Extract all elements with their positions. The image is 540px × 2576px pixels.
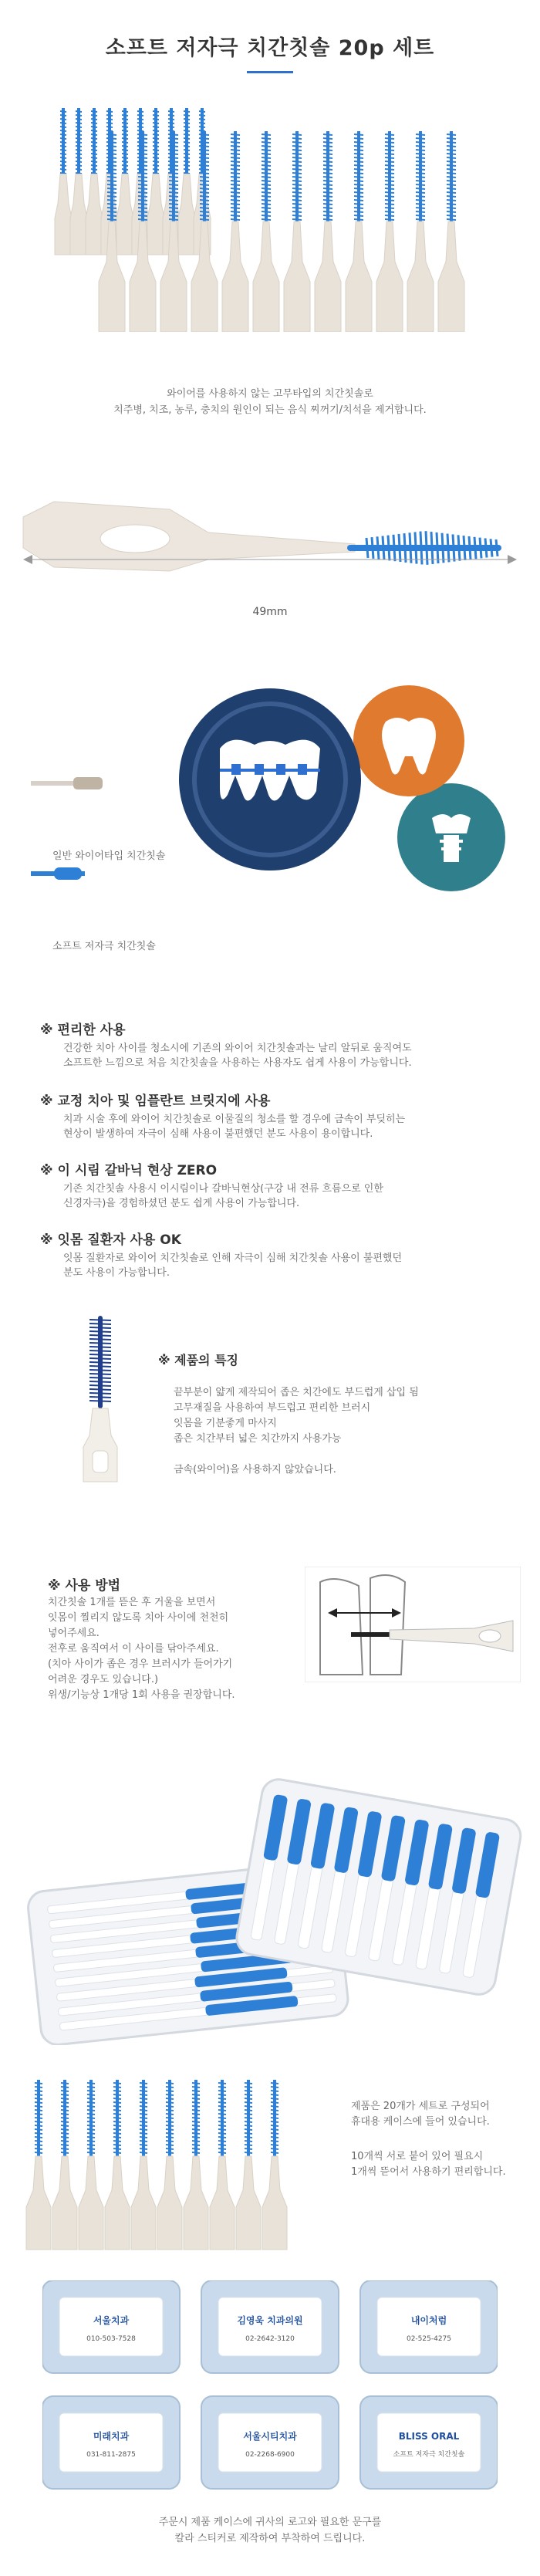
feature-1	[40, 1019, 518, 1070]
intro-description	[46, 386, 494, 418]
usage-steps	[48, 1595, 302, 1703]
wire-brush-icon	[31, 777, 103, 789]
logo-sticker	[377, 2413, 481, 2472]
reference-mark-icon: ※	[40, 1094, 53, 1109]
logo-sticker	[59, 2413, 163, 2472]
storage-cases-image	[15, 1767, 525, 2045]
logo-case	[42, 2396, 180, 2489]
package-note-1: 제품은 20개가 세트로 구성되어 휴대용 케이스에 들어 있습니다.	[351, 2101, 490, 2128]
usage-line: 치간칫솔 1개를 뜯은 후 거울을 보면서	[48, 1597, 216, 1608]
usage-heading: ※ 사용 방법	[48, 1578, 121, 1594]
usage-line: 잇몸이 찔리지 않도록 치아 사이에 천천히	[48, 1612, 229, 1624]
logo-case	[201, 2396, 339, 2489]
feature-3-text-2: 신경자극)을 경험하셨던 분도 쉽게 사용이 가능합니다.	[63, 1198, 300, 1209]
logo-name: 미래치과	[93, 2431, 130, 2442]
brush	[315, 131, 341, 332]
feature-2-heading: 교정 치아 및 임플란트 브릿지에 사용	[57, 1094, 271, 1109]
logo-sticker	[218, 2413, 322, 2472]
feature-4-text-1: 잇몸 질환자로 와이어 치간칫솔로 인해 자극이 심해 치간칫솔 사용이 불편했던	[63, 1253, 403, 1264]
closing-line-1: 주문시 제품 케이스에 귀사의 로고와 필요한 문구를	[158, 2517, 382, 2528]
feature-2	[40, 1090, 518, 1141]
logo-sub: 02-2642-3120	[245, 2335, 295, 2343]
hero-brush-set-image	[54, 100, 486, 332]
closing-description	[46, 2514, 494, 2547]
reference-mark-icon: ※	[40, 1163, 53, 1178]
comparison-graphic	[23, 679, 525, 957]
brush	[262, 2080, 287, 2250]
usage-line: 위생/기능상 1개당 1회 사용을 권장합니다.	[48, 1689, 235, 1701]
soft-brush-icon	[31, 867, 85, 880]
characteristics-heading: ※ 제품의 특징	[158, 1353, 238, 1367]
logo-sub: 02-2268-6900	[245, 2451, 295, 2459]
brush-stem	[347, 545, 501, 551]
usage-line: 어려운 경우도 있습니다.)	[48, 1674, 159, 1685]
logo-sub: 02-525-4275	[406, 2335, 452, 2343]
logo-sticker	[377, 2297, 481, 2356]
feature-3-heading: 이 시림 갈바닉 현상 ZERO	[57, 1163, 218, 1178]
reference-mark-icon: ※	[158, 1353, 175, 1367]
feature-3-text-1: 기존 치간칫솔 사용시 이시림이나 갈바닉현상(구강 내 전류 흐름으로 인한	[63, 1183, 383, 1195]
brush	[105, 2080, 130, 2250]
brush	[178, 108, 195, 255]
single-brush-image	[15, 478, 525, 594]
brush-strip-image	[23, 2076, 301, 2253]
logo-name: 서울치과	[93, 2315, 130, 2326]
logo-case	[201, 2280, 339, 2373]
brush	[55, 108, 72, 255]
logo-sub: 031-811-2875	[86, 2451, 136, 2459]
soft-brush-label: 소프트 저자극 치간칫솔	[52, 941, 156, 952]
feature-3	[40, 1159, 518, 1211]
feature-2-text-1: 치과 시술 후에 와이어 치간칫솔로 이물질의 청소를 할 경우에 금속이 부딪히는	[63, 1114, 406, 1125]
brush	[26, 2080, 51, 2250]
metal-free-note: 금속(와이어)을 사용하지 않았습니다.	[174, 1464, 336, 1476]
feature-2-text-2: 현상이 발생하여 자극이 심해 사용이 불편했던 분도 사용이 용이합니다.	[63, 1128, 373, 1140]
brush	[222, 131, 248, 332]
title-underline	[247, 71, 293, 73]
characteristics-list	[174, 1385, 513, 1447]
characteristic-line: 끝부분이 얇게 제작되어 좁은 치간에도 부드럽게 삽입 됨	[174, 1387, 419, 1398]
logo-case	[42, 2280, 180, 2373]
closing-line-2: 칼라 스티커로 제작하여 부착하여 드립니다.	[174, 2533, 366, 2544]
brush	[79, 2080, 103, 2250]
logo-sub: 010-503-7528	[86, 2335, 136, 2343]
package-note-2: 10개씩 서로 붙어 있어 필요시 1개씩 뜯어서 사용하기 편리합니다.	[351, 2151, 506, 2178]
dimension-label: 49mm	[252, 606, 288, 618]
logo-case	[360, 2280, 498, 2373]
vertical-brush-image	[77, 1312, 123, 1489]
logo-name: BLISS ORAL	[398, 2431, 460, 2442]
feature-4	[40, 1229, 518, 1280]
brush	[116, 108, 133, 255]
logo-sticker	[218, 2297, 322, 2356]
feature-1-text-1: 건강한 치아 사이를 청소시에 기존의 와이어 치간칫솔과는 날리 알뒤로 움직여도	[63, 1043, 412, 1054]
dimension-arrow	[23, 552, 517, 567]
brush	[407, 131, 434, 332]
usage-line: 전후로 움직여서 이 사이를 닦아주세요.	[48, 1643, 219, 1655]
usage-line: (치아 사이가 좁은 경우 브러시가 들어가기	[48, 1658, 233, 1670]
brush	[376, 131, 403, 332]
brush	[184, 2080, 208, 2250]
characteristic-line: 고무재질을 사용하여 부드럽고 편리한 브러시	[174, 1402, 371, 1414]
brush	[147, 108, 164, 255]
intro-line-1: 와이어를 사용하지 않는 고무타입의 치간칫솔로	[167, 388, 373, 400]
handle-hole	[100, 525, 170, 553]
page-title: 소프트 저자극 치간칫솔 20p 세트	[105, 36, 435, 60]
intro-line-2: 치주병, 치조, 농루, 충치의 원인이 되는 음식 찌꺼기/치석을 제거합니다.	[113, 404, 427, 416]
usage-illustration	[305, 1567, 521, 1682]
brush	[86, 108, 103, 255]
logo-case	[360, 2396, 498, 2489]
wire-brush-label: 일반 와이어타입 치간칫솔	[52, 850, 166, 862]
logo-sub: 소프트 저자극 치간칫솔	[393, 2451, 465, 2459]
brush	[52, 2080, 77, 2250]
reference-mark-icon: ※	[48, 1578, 66, 1594]
feature-1-text-2: 소프트한 느낌으로 처음 치간칫솔을 사용하는 사용자도 쉽게 사용이 가능합니다.	[63, 1057, 412, 1069]
brush	[131, 2080, 156, 2250]
usage-line: 넣어주세요.	[48, 1628, 100, 1639]
custom-logo-cases	[42, 2280, 498, 2497]
reference-mark-icon: ※	[40, 1232, 53, 1248]
brush	[438, 131, 464, 332]
brush	[346, 131, 372, 332]
logo-name: 서울시티치과	[243, 2431, 297, 2442]
brush	[284, 131, 310, 332]
logo-name: 내이처럼	[410, 2315, 447, 2326]
feature-4-heading: 잇몸 질환자 사용 OK	[57, 1232, 181, 1248]
characteristic-line: 좁은 치간부터 넓은 치간까지 사용가능	[174, 1433, 342, 1445]
brush	[70, 108, 87, 255]
feature-4-text-2: 분도 사용이 가능합니다.	[63, 1267, 170, 1279]
logo-sticker	[59, 2297, 163, 2356]
brush	[236, 2080, 261, 2250]
brush	[210, 2080, 235, 2250]
logo-name: 김영욱 치과의원	[237, 2315, 303, 2326]
brush	[157, 2080, 182, 2250]
brush	[253, 131, 279, 332]
reference-mark-icon: ※	[40, 1023, 53, 1038]
feature-1-heading: 편리한 사용	[57, 1023, 126, 1038]
characteristic-line: 잇몸을 기분좋게 마사지	[174, 1418, 277, 1429]
